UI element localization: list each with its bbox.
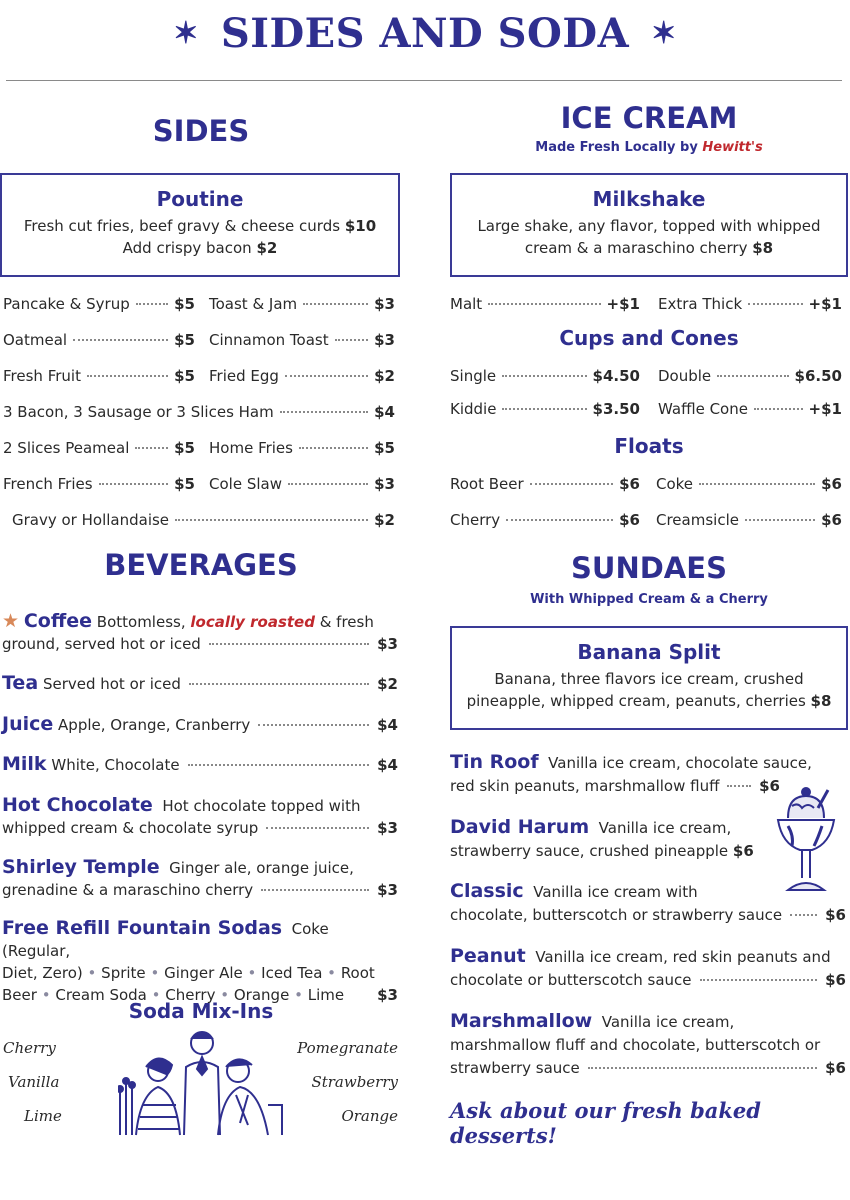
menu-item: Toast & Jam $3 xyxy=(209,295,395,313)
menu-item: Single $4.50 xyxy=(450,367,640,385)
sides-title: SIDES xyxy=(152,114,250,148)
tin-roof-item: Tin Roof Vanilla ice cream, chocolate sauce, red skin peanuts, marshmallow fluff $6 xyxy=(450,751,812,795)
ice-cream-title: ICE CREAM xyxy=(560,101,738,135)
menu-item: Cole Slaw $3 xyxy=(209,475,395,493)
menu-item: Kiddie $3.50 xyxy=(450,400,640,418)
soda-fountain-people-illustration xyxy=(118,1025,283,1137)
poutine-box xyxy=(0,173,400,277)
page-title xyxy=(0,10,850,57)
poutine-name: Poutine xyxy=(156,187,244,211)
banana-split-desc: Banana, three flavors ice cream, crushed pineapple, whipped cream, peanuts, cherries $8 xyxy=(466,670,832,710)
juice-name: Juice xyxy=(2,713,54,735)
sides-row xyxy=(3,367,395,385)
sides-row xyxy=(3,331,395,349)
star-icon: ★ xyxy=(2,610,20,632)
menu-item: Waffle Cone +$1 xyxy=(658,400,842,418)
juice-item: Juice Apple, Orange, Cranberry $4 xyxy=(2,713,398,735)
banana-split-name: Banana Split xyxy=(577,640,721,664)
david-harum-item: David Harum Vanilla ice cream, strawberry sauce, crushed pineapple $6 xyxy=(450,816,754,860)
peanut-name: Peanut xyxy=(450,945,526,967)
fountain-sodas-name: Free Refill Fountain Sodas xyxy=(2,917,283,939)
shirley-temple-item: Shirley Temple Ginger ale, orange juice, grenadine & a maraschino cherry $3 xyxy=(2,856,398,899)
menu-item: Extra Thick +$1 xyxy=(658,295,842,313)
star-icon-right: ✶ xyxy=(651,16,677,51)
mixin-cherry: Cherry xyxy=(3,1039,56,1057)
tin-roof-name: Tin Roof xyxy=(450,751,539,773)
hot-chocolate-name: Hot Chocolate xyxy=(2,794,153,816)
tea-name: Tea xyxy=(2,672,39,694)
page-title-text: SIDES AND SODA xyxy=(220,10,630,57)
milkshake-name: Milkshake xyxy=(592,187,706,211)
poutine-desc-text: Fresh cut fries, beef gravy & cheese curds xyxy=(23,217,345,235)
milkshake-box xyxy=(450,173,848,277)
hewitts-brand: Hewitt's xyxy=(702,140,763,155)
mixin-orange: Orange xyxy=(341,1107,398,1125)
poutine-addon-price: $2 xyxy=(256,239,278,257)
floats-row xyxy=(450,475,844,493)
sundaes-subtitle: With Whipped Cream & a Cherry xyxy=(530,592,768,607)
menu-item: Double $6.50 xyxy=(658,367,842,385)
milk-name: Milk xyxy=(2,753,47,775)
coffee-item: ★ Coffee Bottomless, locally roasted & fresh ground, served hot or iced $3 xyxy=(2,610,398,653)
menu-item: French Fries $5 xyxy=(3,475,195,493)
tea-item: Tea Served hot or iced $2 xyxy=(2,672,398,694)
milkshake-desc: Large shake, any flavor, topped with whipped cream & a maraschino cherry $8 xyxy=(477,217,821,257)
mixin-strawberry: Strawberry xyxy=(311,1073,398,1091)
menu-item: Cinnamon Toast $3 xyxy=(209,331,395,349)
menu-item: Home Fries $5 xyxy=(209,439,395,457)
locally-roasted-text: locally roasted xyxy=(190,613,315,631)
sides-row xyxy=(12,511,395,529)
menu-item: Root Beer $6 xyxy=(450,475,640,493)
mixin-vanilla: Vanilla xyxy=(8,1073,60,1091)
menu-item: Cherry $6 xyxy=(450,511,640,529)
sides-row xyxy=(3,475,395,493)
poutine-price: $10 xyxy=(344,217,377,235)
poutine-desc xyxy=(2,215,398,259)
milk-item: Milk White, Chocolate $4 xyxy=(2,753,398,775)
poutine-addon-text: Add crispy bacon xyxy=(122,239,257,257)
hot-chocolate-item: Hot Chocolate Hot chocolate topped with whipped cream & chocolate syrup $3 xyxy=(2,794,398,837)
floats-title: Floats xyxy=(614,434,684,458)
menu-item: Fresh Fruit $5 xyxy=(3,367,195,385)
menu-item: Malt +$1 xyxy=(450,295,640,313)
star-icon-left: ✶ xyxy=(173,16,199,51)
sides-row xyxy=(3,295,395,313)
sides-row xyxy=(3,403,395,421)
banana-split-box xyxy=(450,626,848,730)
cups-and-cones-title: Cups and Cones xyxy=(559,326,739,350)
sundaes-title: SUNDAES xyxy=(571,551,727,585)
header-divider xyxy=(6,80,842,81)
marshmallow-name: Marshmallow xyxy=(450,1010,593,1032)
menu-item: 3 Bacon, 3 Sausage or 3 Slices Ham $4 xyxy=(3,403,395,421)
shirley-temple-name: Shirley Temple xyxy=(2,856,160,878)
menu-item: Oatmeal $5 xyxy=(3,331,195,349)
menu-item: Creamsicle $6 xyxy=(656,511,842,529)
sides-row xyxy=(3,439,395,457)
beverages-title: BEVERAGES xyxy=(104,548,298,582)
coffee-name: Coffee xyxy=(23,610,92,632)
soda-mixins-title: Soda Mix-Ins xyxy=(128,999,274,1023)
mixin-pomegranate: Pomegranate xyxy=(297,1039,398,1057)
fountain-sodas-item: Free Refill Fountain Sodas Coke (Regular, Diet, Zero) • Sprite • Ginger Ale • Iced Tea • Root Beer • Cream Soda • Cherry • Orange • Lime $3 xyxy=(2,917,398,1004)
fresh-desserts-note: Ask about our fresh baked desserts! xyxy=(450,1098,761,1148)
david-harum-name: David Harum xyxy=(450,816,590,838)
cups-row xyxy=(450,400,844,418)
menu-item: 2 Slices Peameal $5 xyxy=(3,439,195,457)
ice-cream-subtitle: Made Fresh Locally by Hewitt's xyxy=(535,140,763,155)
classic-name: Classic xyxy=(450,880,524,902)
marshmallow-item: Marshmallow Vanilla ice cream, marshmallow fluff and chocolate, butterscotch or strawberry sauce $6 xyxy=(450,1010,846,1077)
floats-row xyxy=(450,511,844,529)
mixin-lime: Lime xyxy=(24,1107,62,1125)
cups-row xyxy=(450,367,844,385)
menu-item: Gravy or Hollandaise $2 xyxy=(12,511,395,529)
menu-item: Coke $6 xyxy=(656,475,842,493)
ice-cream-extras-row xyxy=(450,295,844,313)
menu-item: Fried Egg $2 xyxy=(209,367,395,385)
peanut-item: Peanut Vanilla ice cream, red skin peanuts and chocolate or butterscotch sauce $6 xyxy=(450,945,846,989)
menu-item: Pancake & Syrup $5 xyxy=(3,295,195,313)
classic-item: Classic Vanilla ice cream with chocolate, butterscotch or strawberry sauce $6 xyxy=(450,880,846,924)
